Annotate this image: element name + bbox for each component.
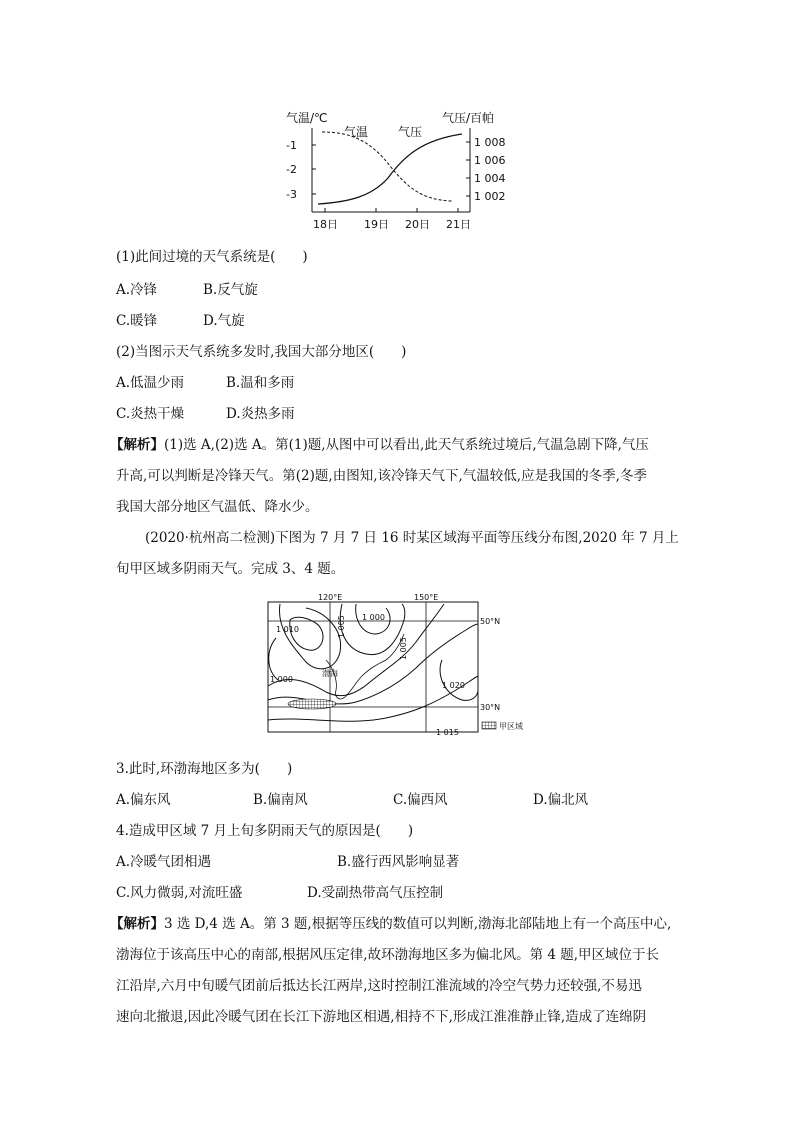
lon-label-150: 150°E [414,593,439,602]
analysis-2-line-2: 渤海位于该高压中心的南部,根据风压定律,故环渤海地区多为偏北风。第 4 题,甲区域位于长 [116,947,660,963]
analysis-1-line-1 [110,436,649,454]
series-label-pressure: 气压 [398,125,423,139]
analysis-text: 3 选 D,4 选 A。第 3 题,根据等压线的数值可以判断,渤海北部陆地上有一个高压中心, [164,916,672,932]
analysis-tag: 【解析】 [110,437,164,453]
ytick-left: -3 [286,188,297,201]
intro-line-2: 旬甲区域多阴雨天气。完成 3、4 题。 [116,561,345,577]
analysis-1-line-2: 升高,可以判断是冷锋天气。第(2)题,由图知,该冷锋天气下,气温较低,应是我国的冬季,冬季 [116,468,647,484]
isobar-label: 1 005 [337,615,346,638]
question-2: (2)当图示天气系统多发时,我国大部分地区( ) [116,344,407,360]
isobar-map [266,590,538,740]
lat-label-30: 30°N [480,703,501,712]
xtick: 21日 [446,218,471,231]
isobar-label: 1 020 [442,681,465,690]
temp-pressure-chart [270,100,530,235]
ytick-right: 1 006 [474,154,506,167]
xtick: 20日 [405,218,430,231]
q3-option-a: A.偏东风 [116,792,171,808]
analysis-tag: 【解析】 [110,916,164,932]
q4-option-d: D.受副热带高气压控制 [307,885,444,901]
q2-option-b: B.温和多雨 [226,375,295,391]
lon-label-120: 120°E [318,593,343,602]
question-3: 3.此时,环渤海地区多为( ) [116,761,293,777]
q3-option-d: D.偏北风 [533,792,589,808]
q1-option-d: D.气旋 [203,313,245,329]
intro-line-1: (2020·杭州高二检测)下图为 7 月 7 日 16 时某区域海平面等压线分布图,2020 年 7 月上 [145,530,679,546]
ytick-right: 1 004 [474,172,506,185]
q4-option-b: B.盛行西风影响显著 [337,854,460,870]
jia-region [288,699,336,709]
q2-option-a: A.低温少雨 [116,375,185,391]
chart-ylabel-right: 气压/百帕 [442,111,495,125]
place-label-bohai: 渤海 [322,669,338,678]
q4-option-c: C.风力微弱,对流旺盛 [116,885,243,901]
pressure-curve [318,134,462,204]
q3-option-b: B.偏南风 [253,792,308,808]
isobar-label: 1 015 [436,728,459,737]
q2-option-d: D.炎热多雨 [226,406,295,422]
analysis-2-line-4: 速向北撤退,因此冷暖气团在长江下游地区相遇,相持不下,形成江淮准静止锋,造成了连绵阴 [116,1009,647,1025]
xtick: 19日 [364,218,389,231]
isobar-label: 1 010 [276,625,299,634]
legend-label: 甲区域 [499,722,523,731]
analysis-text: (1)选 A,(2)选 A。第(1)题,从图中可以看出,此天气系统过境后,气温急剧下降,气压 [164,437,649,453]
q1-option-b: B.反气旋 [203,282,258,298]
chart-ylabel-left: 气温/℃ [286,111,328,125]
q3-option-c: C.偏西风 [393,792,448,808]
ytick-right: 1 002 [474,190,506,203]
legend-swatch [482,722,496,729]
question-4: 4.造成甲区域 7 月上旬多阴雨天气的原因是( ) [116,823,414,839]
analysis-2-line-1 [110,915,671,933]
q1-option-a: A.冷锋 [116,282,158,298]
analysis-1-line-3: 我国大部分地区气温低、降水少。 [116,499,319,515]
analysis-2-line-3: 江沿岸,六月中旬暖气团前后抵达长江两岸,这时控制江淮流域的冷空气势力还较强,不易迅 [116,978,642,994]
xtick: 18日 [313,218,338,231]
q1-option-c: C.暖锋 [116,313,158,329]
q2-option-c: C.炎热干燥 [116,406,185,422]
ytick-left: -2 [286,163,297,176]
isobar-label: 1 000 [270,675,293,684]
series-label-temp: 气温 [344,125,369,139]
isobar-label: 1 000 [362,613,385,622]
isobar-label: 1 005 [399,637,408,660]
ytick-left: -1 [286,139,297,152]
question-1: (1)此间过境的天气系统是( ) [116,249,308,265]
temperature-curve [322,132,452,201]
q4-option-a: A.冷暖气团相遇 [116,854,212,870]
lat-label-50: 50°N [480,617,501,626]
ytick-right: 1 008 [474,136,506,149]
